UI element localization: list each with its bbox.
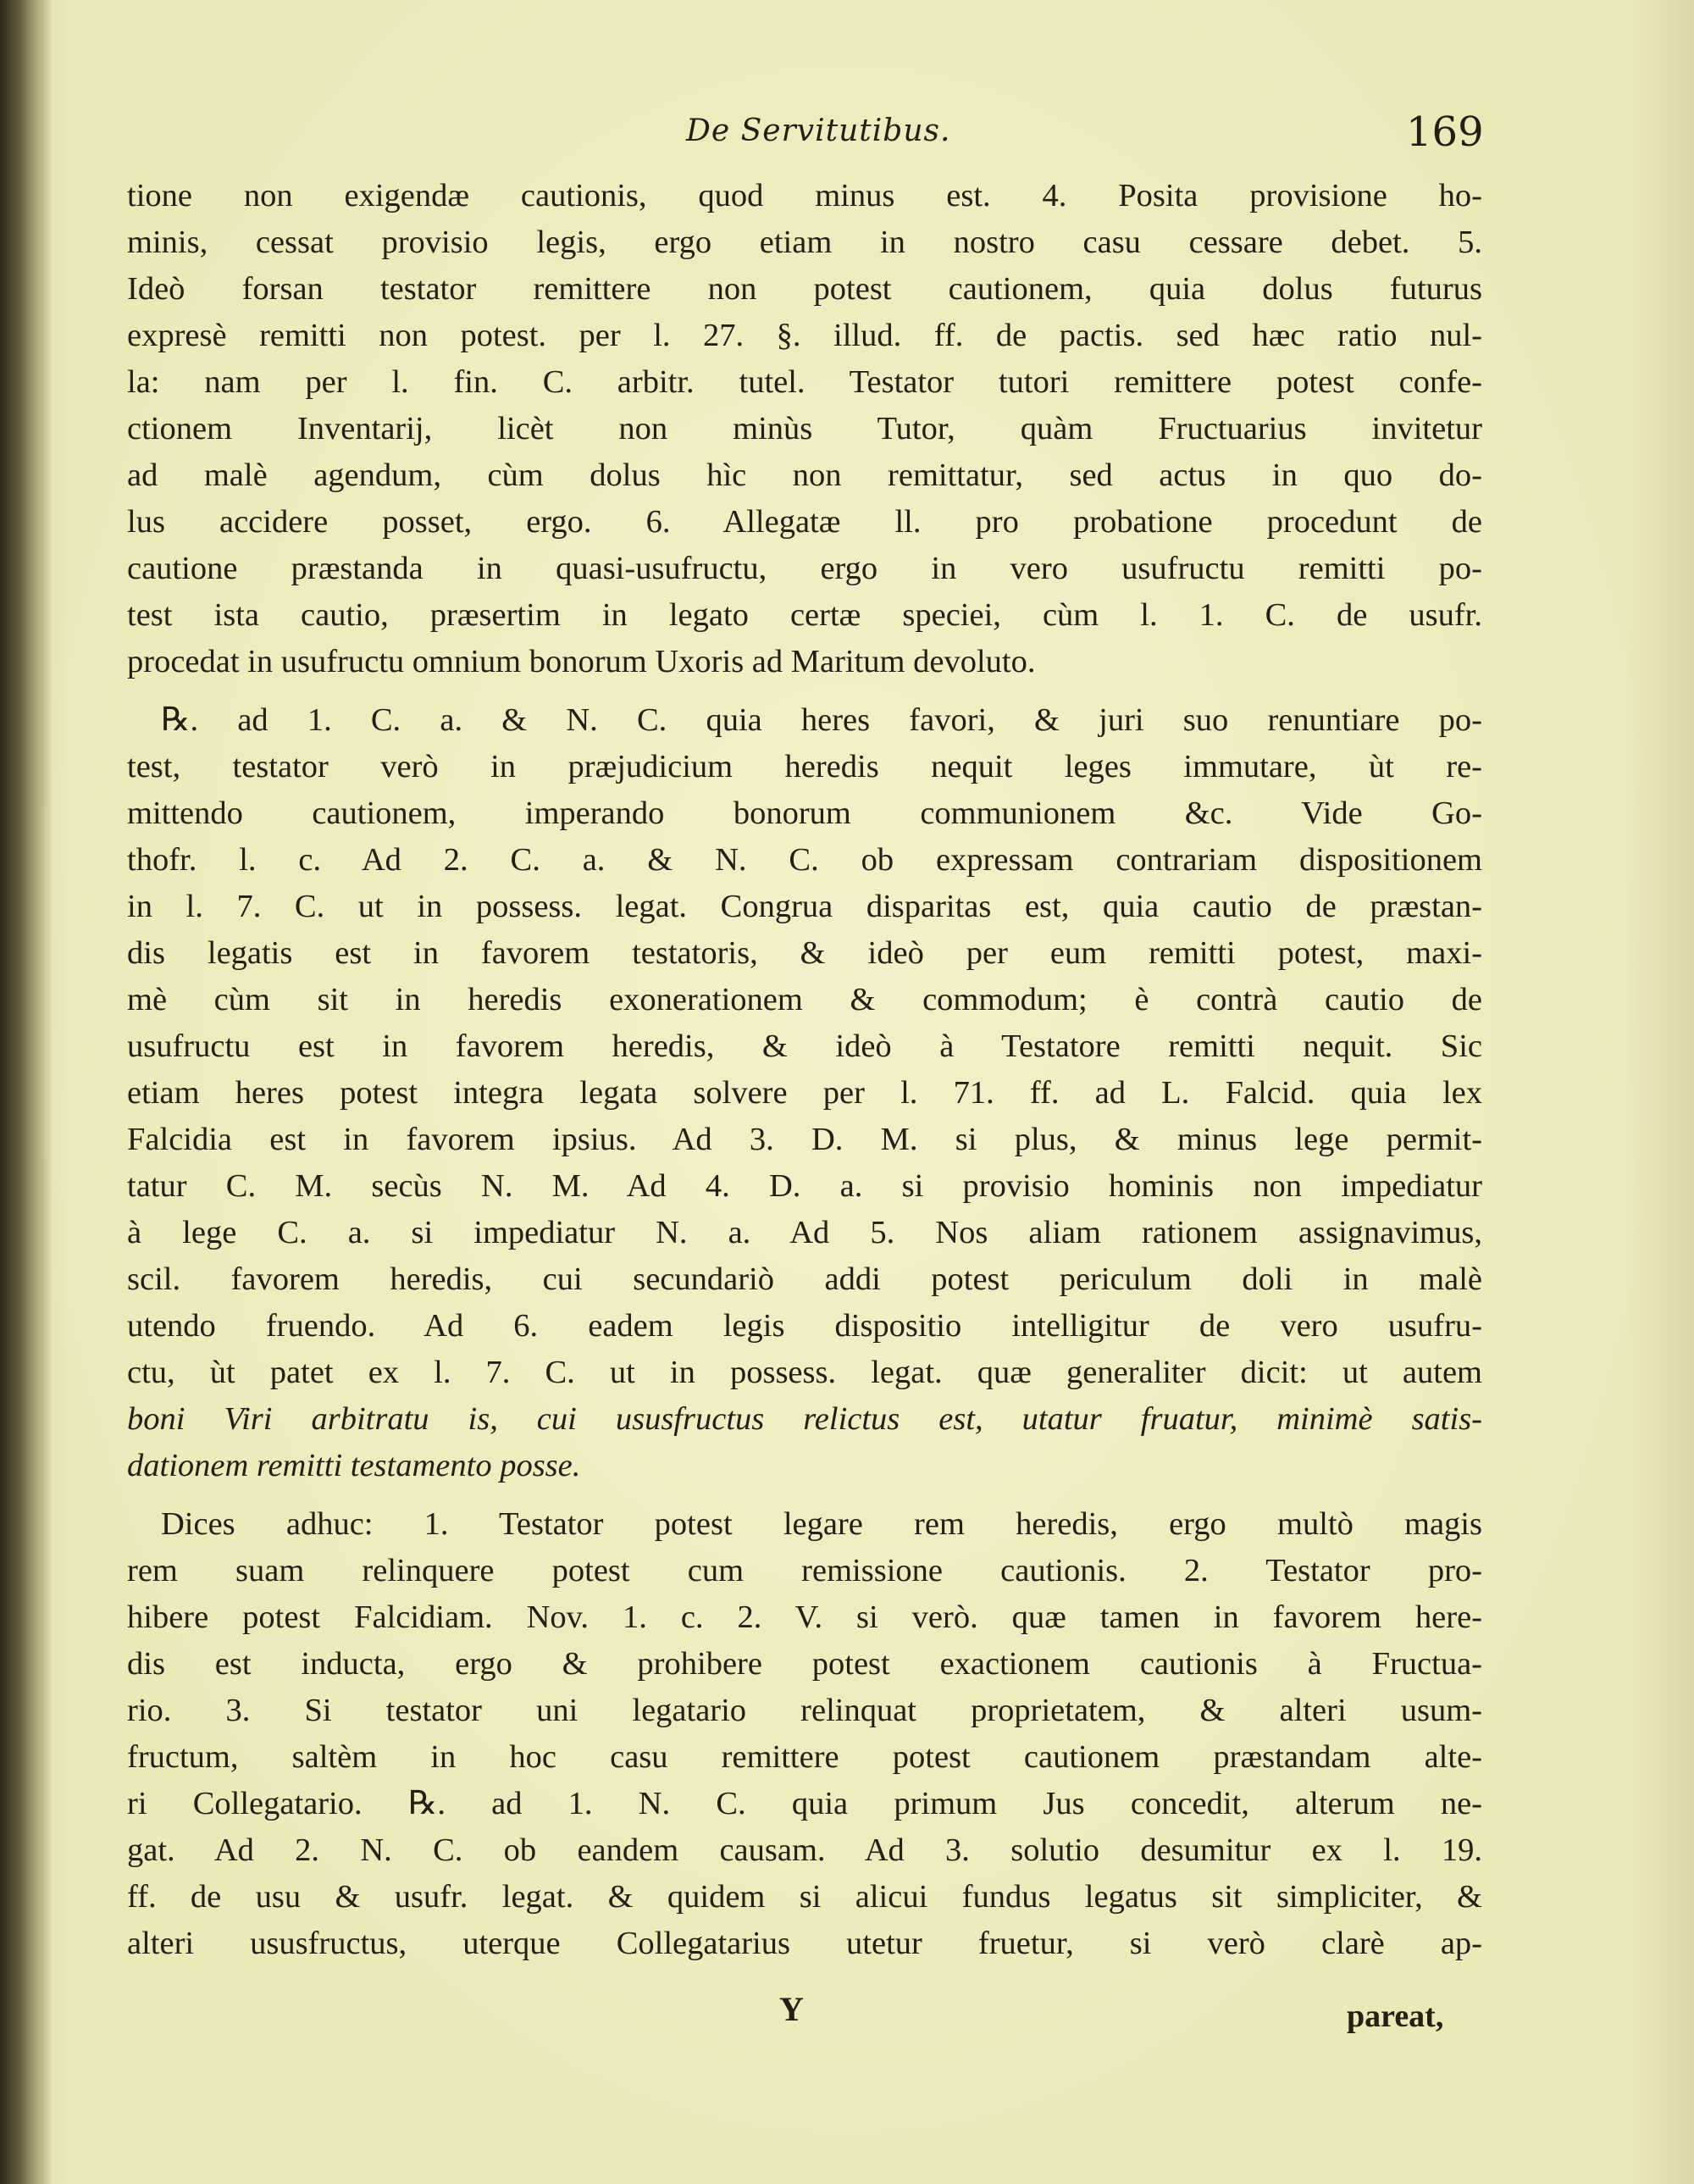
page-footer [127,1989,1482,2040]
text-line: ff. de usu & usufr. legat. & quidem si alicui fundus legatus sit simpliciter, & [127,1879,1482,1915]
paragraph-1 [127,173,1482,685]
text-line: mè cùm sit in heredis exonerationem & commodum; è contrà cautio de [127,982,1482,1017]
text-line: rio. 3. Si testator uni legatario relinquat proprietatem, & alteri usum- [127,1693,1482,1728]
text-line: gat. Ad 2. N. C. ob eandem causam. Ad 3. solutio desumitur ex l. 19. [127,1832,1482,1868]
text-line: tatur C. M. secùs N. M. Ad 4. D. a. si provisio hominis non impediatur [127,1168,1482,1204]
text-line: dis legatis est in favorem testatoris, & ideò per eum remitti potest, maxi- [127,935,1482,971]
text-line: Falcidia est in favorem ipsius. Ad 3. D. M. si plus, & minus lege permit- [127,1122,1482,1157]
text-line: test, testator verò in præjudicium heredis nequit leges immutare, ùt re- [127,749,1482,784]
text-line: etiam heres potest integra legata solvere per l. 71. ff. ad L. Falcid. quia lex [127,1075,1482,1111]
text-line: ctu, ùt patet ex l. 7. C. ut in possess. legat. quæ generaliter dicit: ut autem [127,1355,1482,1390]
text-line: usufructu est in favorem heredis, & ideò à Testatore remitti nequit. Sic [127,1028,1482,1064]
text-line: tione non exigendæ cautionis, quod minus est. 4. Posita provisione ho- [127,178,1482,213]
text-line: boni Viri arbitratu is, cui ususfructus relictus est, utatur fruatur, minimè satis- [127,1401,1482,1437]
text-line: ctionem Inventarij, licèt non minùs Tutor, quàm Fructuarius invitetur [127,411,1482,446]
text-line: Dices adhuc: 1. Testator potest legare rem heredis, ergo multò magis [161,1506,1482,1542]
running-head: De Servitutibus. [686,114,951,148]
text-line: expresè remitti non potest. per l. 27. §. illud. ff. de pactis. sed hæc ratio nul- [127,318,1482,353]
text-line: scil. favorem heredis, cui secundariò addi potest periculum doli in malè [127,1261,1482,1297]
text-line: dationem remitti testamento posse. [127,1448,581,1483]
signature-mark: Y [779,1990,804,2028]
text-line: la: nam per l. fin. C. arbitr. tutel. Testator tutori remittere potest confe- [127,364,1482,400]
text-line: lus accidere posset, ergo. 6. Allegatæ ll. pro probatione procedunt de [127,504,1482,540]
text-line: mittendo cautionem, imperando bonorum communionem &c. Vide Go- [127,795,1482,831]
text-line: à lege C. a. si impediatur N. a. Ad 5. Nos aliam rationem assignavimus, [127,1215,1482,1250]
catchword: pareat, [1347,1998,1444,2034]
text-line: thofr. l. c. Ad 2. C. a. & N. C. ob expressam contrariam dispositionem [127,842,1482,878]
text-line: ℞. ad 1. C. a. & N. C. quia heres favori, & juri suo renuntiare po- [161,702,1482,738]
text-line: cautione præstanda in quasi-usufructu, ergo in vero usufructu remitti po- [127,551,1482,586]
text-line: in l. 7. C. ut in possess. legat. Congrua disparitas est, quia cautio de præstan- [127,889,1482,924]
text-line: hibere potest Falcidiam. Nov. 1. c. 2. V. si verò. quæ tamen in favorem here- [127,1599,1482,1635]
text-line: dis est inducta, ergo & prohibere potest exactionem cautionis à Fructua- [127,1646,1482,1682]
body-text [127,173,1482,1967]
text-line: procedat in usufructu omnium bonorum Uxoris ad Maritum devoluto. [127,644,1036,679]
text-line: test ista cautio, præsertim in legato certæ speciei, cùm l. 1. C. de usufr. [127,597,1482,633]
text-line: utendo fruendo. Ad 6. eadem legis dispositio intelligitur de vero usufru- [127,1308,1482,1344]
text-line: fructum, saltèm in hoc casu remittere potest cautionem præstandam alte- [127,1739,1482,1775]
text-line: alteri ususfructus, uterque Collegatarius utetur fruetur, si verò clarè ap- [127,1926,1482,1961]
text-line: ri Collegatario. ℞. ad 1. N. C. quia primum Jus concedit, alterum ne- [127,1786,1482,1821]
page-header [127,108,1482,159]
paragraph-2 [127,697,1482,744]
page-number: 169 [1406,108,1484,156]
paragraph-3 [127,1501,1482,1548]
paragraph-2-body [127,744,1482,1489]
text-line: Ideò forsan testator remittere non potest cautionem, quia dolus futurus [127,271,1482,307]
text-line: minis, cessat provisio legis, ergo etiam in nostro casu cessare debet. 5. [127,224,1482,260]
binding-shadow [0,0,53,2184]
text-line: rem suam relinquere potest cum remissione cautionis. 2. Testator pro- [127,1553,1482,1588]
paragraph-3-body [127,1548,1482,1967]
text-line: ad malè agendum, cùm dolus hìc non remittatur, sed actus in quo do- [127,457,1482,493]
